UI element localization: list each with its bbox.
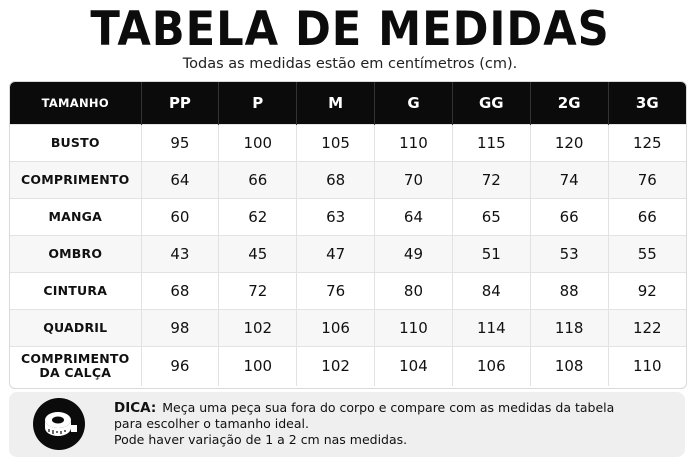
table-cell: 84 xyxy=(452,272,530,309)
table-cell: 122 xyxy=(608,309,686,346)
size-table-container xyxy=(9,81,687,389)
page-subtitle: Todas as medidas estão em centímetros (cm). xyxy=(182,56,518,72)
table-cell: 110 xyxy=(375,124,453,161)
row-label: MANGA xyxy=(10,198,141,235)
table-cell: 115 xyxy=(452,124,530,161)
row-label: QUADRIL xyxy=(10,309,141,346)
table-cell: 105 xyxy=(297,124,375,161)
table-cell: 68 xyxy=(297,161,375,198)
table-cell: 60 xyxy=(141,198,219,235)
tip-line-3: Pode haver variação de 1 a 2 cm nas medidas. xyxy=(114,432,408,447)
size-table xyxy=(10,82,686,386)
table-row-ombro xyxy=(10,235,686,272)
table-cell: 55 xyxy=(608,235,686,272)
table-cell: 120 xyxy=(530,124,608,161)
table-cell: 95 xyxy=(141,124,219,161)
table-row-cintura xyxy=(10,272,686,309)
table-cell: 118 xyxy=(530,309,608,346)
header-size-pp: PP xyxy=(141,82,219,124)
table-cell: 45 xyxy=(219,235,297,272)
table-cell: 102 xyxy=(219,309,297,346)
row-label-line2: DA CALÇA xyxy=(39,365,112,381)
table-cell: 72 xyxy=(219,272,297,309)
table-header-row xyxy=(10,82,686,124)
table-cell: 66 xyxy=(608,198,686,235)
table-cell: 104 xyxy=(375,346,453,386)
table-cell: 43 xyxy=(141,235,219,272)
table-cell: 62 xyxy=(219,198,297,235)
table-cell: 108 xyxy=(530,346,608,386)
table-row-comprimento-da-calca xyxy=(10,346,686,386)
row-label: COMPRIMENTO xyxy=(10,161,141,198)
table-cell: 80 xyxy=(375,272,453,309)
table-row-quadril xyxy=(10,309,686,346)
header-size-3g: 3G xyxy=(608,82,686,124)
table-cell: 110 xyxy=(375,309,453,346)
table-cell: 66 xyxy=(530,198,608,235)
table-cell: 106 xyxy=(452,346,530,386)
measuring-tape-icon xyxy=(33,398,85,450)
table-row-busto xyxy=(10,124,686,161)
table-cell: 65 xyxy=(452,198,530,235)
row-label xyxy=(10,346,141,386)
table-cell: 110 xyxy=(608,346,686,386)
tip-text xyxy=(114,400,674,448)
table-cell: 49 xyxy=(375,235,453,272)
table-cell: 76 xyxy=(297,272,375,309)
table-cell: 68 xyxy=(141,272,219,309)
table-cell: 100 xyxy=(219,346,297,386)
table-cell: 64 xyxy=(141,161,219,198)
header-size-g: G xyxy=(375,82,453,124)
tip-line-2: para escolher o tamanho ideal. xyxy=(114,416,309,431)
table-cell: 76 xyxy=(608,161,686,198)
header-size-p: P xyxy=(219,82,297,124)
header-size-label: TAMANHO xyxy=(41,95,109,110)
tip-box xyxy=(9,392,685,457)
row-label: OMBRO xyxy=(10,235,141,272)
header-size-gg: GG xyxy=(452,82,530,124)
row-label-line1: COMPRIMENTO xyxy=(21,351,130,367)
row-label: BUSTO xyxy=(10,124,141,161)
table-cell: 66 xyxy=(219,161,297,198)
page-title: TABELA DE MEDIDAS xyxy=(90,2,610,57)
table-cell: 125 xyxy=(608,124,686,161)
table-cell: 106 xyxy=(297,309,375,346)
table-cell: 96 xyxy=(141,346,219,386)
table-cell: 51 xyxy=(452,235,530,272)
tip-line-1: Meça uma peça sua fora do corpo e compare com as medidas da tabela xyxy=(162,400,615,415)
table-cell: 100 xyxy=(219,124,297,161)
table-cell: 74 xyxy=(530,161,608,198)
table-cell: 102 xyxy=(297,346,375,386)
table-row-comprimento xyxy=(10,161,686,198)
table-row-manga xyxy=(10,198,686,235)
table-cell: 92 xyxy=(608,272,686,309)
header-size-m: M xyxy=(297,82,375,124)
row-label: CINTURA xyxy=(10,272,141,309)
table-cell: 70 xyxy=(375,161,453,198)
table-cell: 88 xyxy=(530,272,608,309)
header-size-2g: 2G xyxy=(530,82,608,124)
table-cell: 47 xyxy=(297,235,375,272)
table-cell: 63 xyxy=(297,198,375,235)
table-cell: 72 xyxy=(452,161,530,198)
table-cell: 64 xyxy=(375,198,453,235)
table-cell: 98 xyxy=(141,309,219,346)
table-cell: 114 xyxy=(452,309,530,346)
table-cell: 53 xyxy=(530,235,608,272)
tip-label: DICA: xyxy=(114,400,157,416)
